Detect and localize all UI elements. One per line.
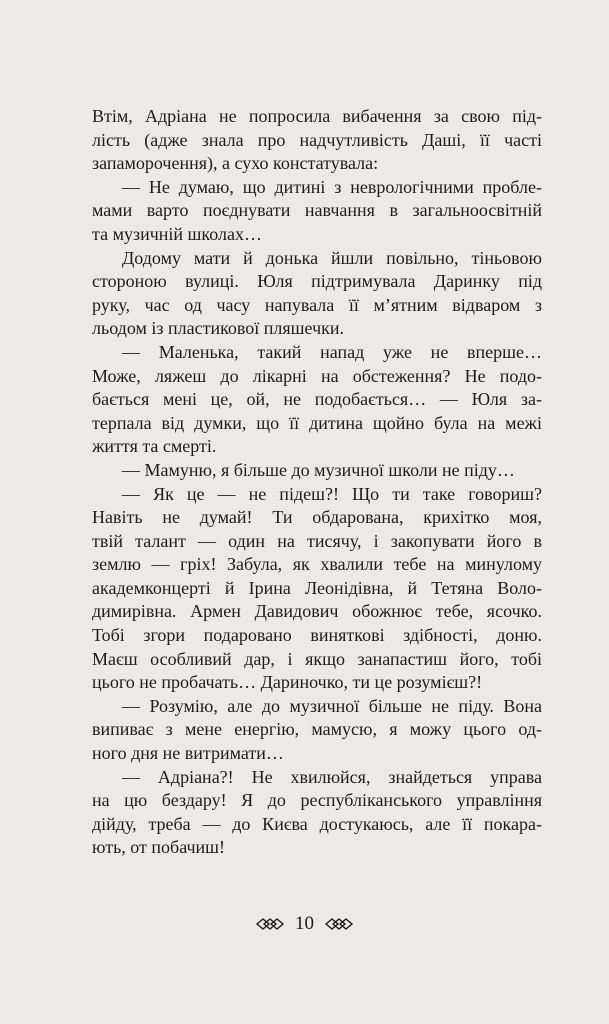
- text-line: лість (адже знала про надчутливість Даші, її часті: [92, 129, 542, 150]
- text-line: землю — гріх! Забула, як хвалили тебе на минулому: [92, 554, 542, 575]
- text-line: Тобі згори подаровано винятковi здібності, доню.: [92, 625, 542, 646]
- body-text: [92, 105, 542, 860]
- text-line: на цю бездару! Я до республіканського управління: [92, 790, 542, 811]
- text-line: руку, час од часу напувала її м’ятним відваром з: [92, 294, 542, 315]
- text-line: Може, ляжеш до лікарні на обстеження? Не подо-: [92, 365, 542, 386]
- text-line: ють, от побачиш!: [92, 837, 226, 858]
- text-line: — Мамуню, я більше до музичної школи не піду…: [122, 459, 515, 480]
- text-line: Втім, Адріана не попросила вибачення за свою під-: [92, 106, 542, 126]
- text-line: твій талант — один на тисячу, і закопувати його в: [92, 530, 542, 551]
- text-line: Навіть не думай! Ти обдарована, крихітко моя,: [92, 507, 542, 528]
- text-line: — Розумію, але до музичної більше не піду. Вона: [122, 695, 542, 716]
- page-number: 10: [295, 913, 314, 934]
- text-line: життя та смерті.: [92, 436, 217, 457]
- left-ornament-icon: [255, 917, 285, 931]
- text-line: мами варто поєднувати навчання в загальноосвітній: [92, 200, 542, 221]
- text-line: — Маленька, такий напад уже не вперше…: [122, 341, 542, 362]
- text-line: — Адріана?! Не хвилюйся, знайдеться управа: [122, 766, 542, 787]
- right-ornament-icon: [324, 917, 354, 931]
- text-line: ного дня не витримати…: [92, 743, 284, 764]
- text-line: академконцерті й Ірина Леонідівна, й Тетяна Воло-: [92, 577, 542, 598]
- text-line: Додому мати й донька йшли повільно, тіньовою: [122, 247, 542, 268]
- text-line: запаморочення), а сухо констатувала:: [92, 153, 379, 174]
- text-line: та музичній школах…: [92, 223, 262, 244]
- text-line: димирівна. Армен Давидович обожнює тебе, ясочко.: [92, 601, 542, 622]
- text-line: бається мені це, ой, не подобається… — Юля за-: [92, 389, 542, 410]
- text-line: випиває з мене енергію, мамусю, я можу цього од-: [92, 719, 542, 740]
- page-footer: [0, 913, 609, 935]
- text-line: льодом із пластикової пляшечки.: [92, 318, 345, 339]
- text-line: стороною вулиці. Юля підтримувала Даринку під: [92, 271, 542, 292]
- text-line: — Не думаю, що дитині з неврологічними пробле-: [122, 176, 542, 197]
- text-line: — Як це — не підеш?! Що ти таке говориш?: [122, 483, 542, 504]
- text-line: терпала від думки, що її дитина щойно була на межі: [92, 412, 542, 433]
- text-line: цього не пробачать… Дариночко, ти це розумієш?!: [92, 672, 483, 693]
- text-line: дійду, треба — до Києва достукаюсь, але її покара-: [92, 813, 542, 834]
- text-line: Маєш особливий дар, і якщо занапастиш його, тобі: [92, 648, 542, 669]
